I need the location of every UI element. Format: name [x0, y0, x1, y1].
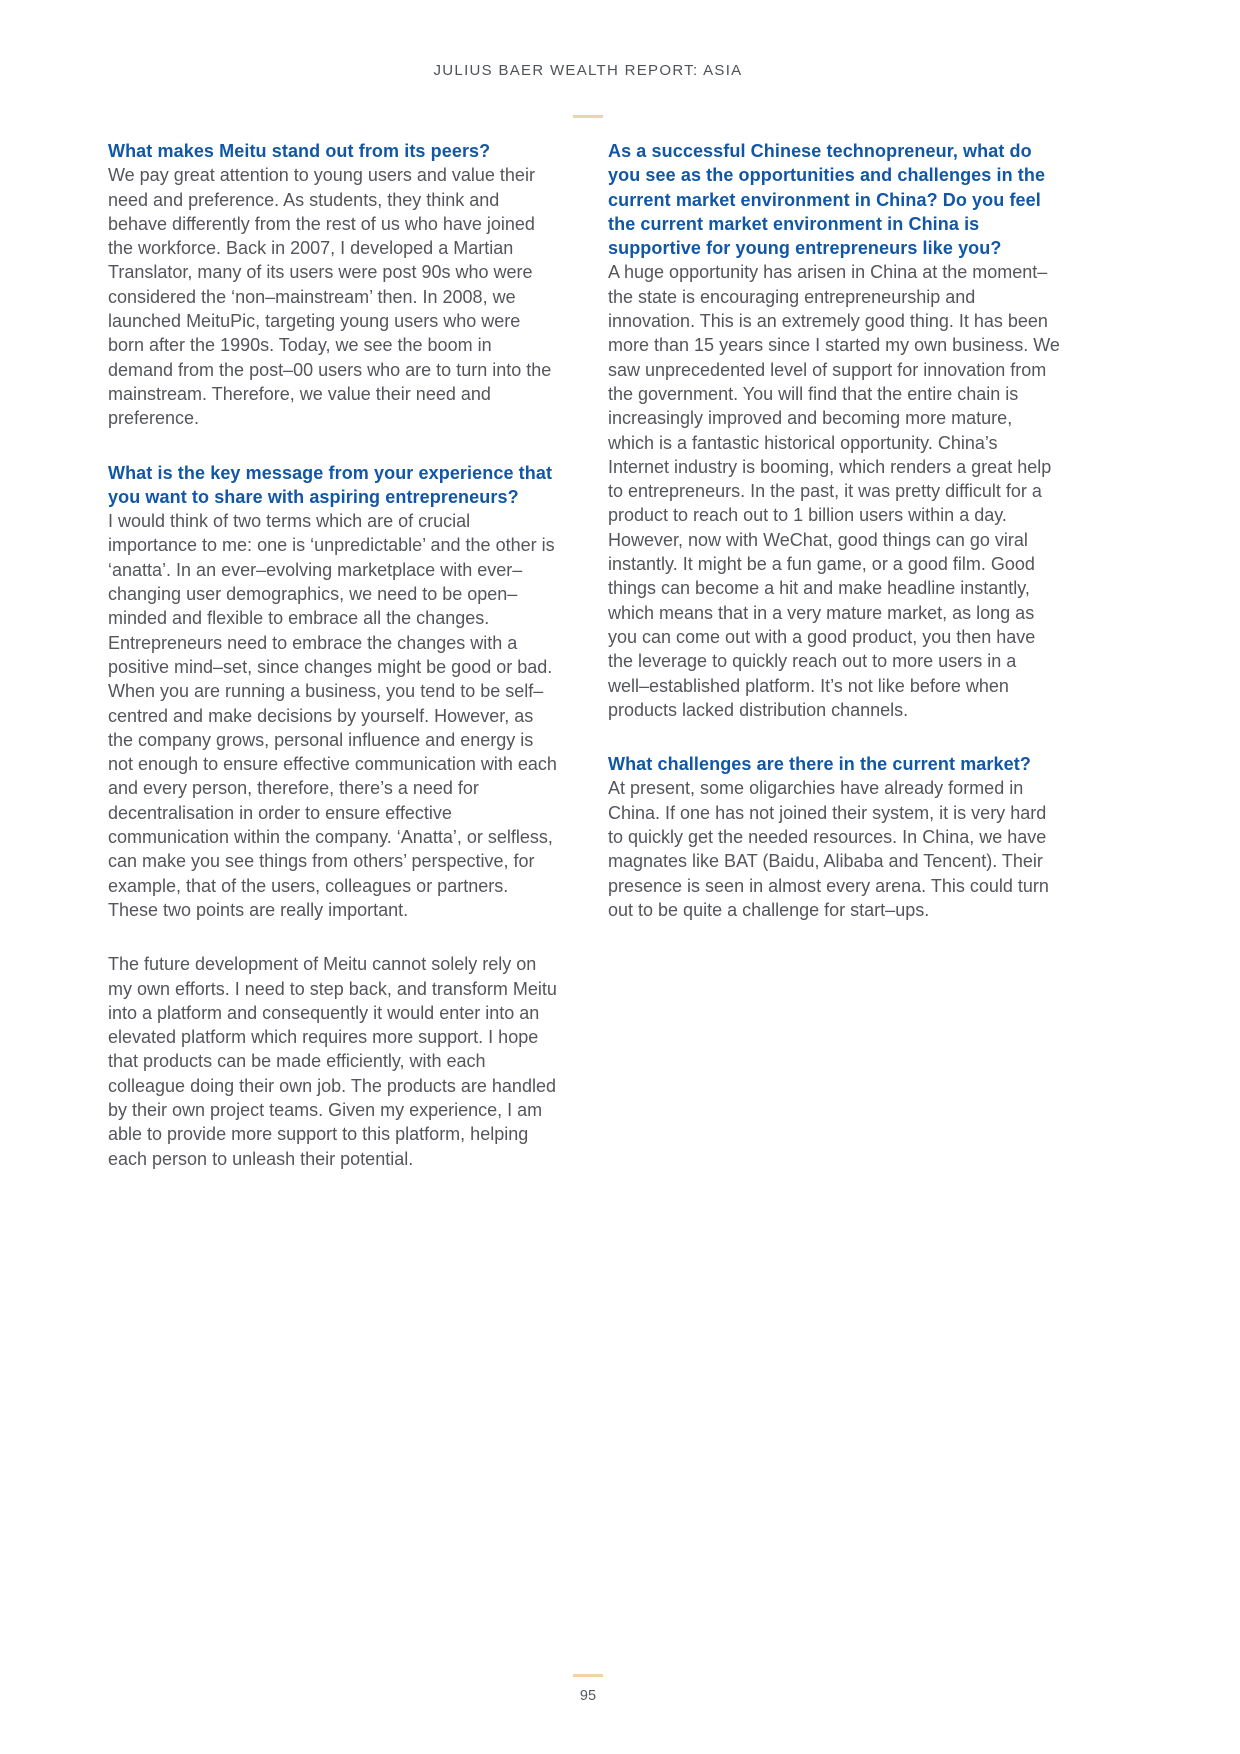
question-heading: What makes Meitu stand out from its peers?: [108, 141, 491, 161]
page-footer: [108, 1674, 1068, 1704]
answer-paragraph: A huge opportunity has arisen in China at the moment–the state is encouraging entrepreneurship and innovation. This is an extremely good thing. It has been more than 15 years since I started my own business. We saw unprecedented level of support for innovation from the government. You will find that the entire chain is increasingly improved and becoming more mature, which is a fantastic historical opportunity. China’s Internet industry is booming, which renders a great help to entrepreneurs. In the past, it was pretty difficult for a product to reach out to 1 billion users within a day. However, now with WeChat, good things can go viral instantly. It might be a fun game, or a good film. Good things can become a hit and make headline instantly, which means that in a very mature market, as long as you can come out with a good product, you then have the leverage to quickly reach out to more users in a well–established platform. It’s not like before when products lacked distribution channels.: [608, 262, 1060, 720]
two-column-body: [108, 139, 1068, 1201]
question-heading: What is the key message from your experience that you want to share with aspiring entrepreneurs?: [108, 462, 553, 507]
left-column: [108, 139, 560, 1201]
answer-paragraph: I would think of two terms which are of crucial importance to me: one is ‘unpredictable’ and the other is ‘anatta’. In an ever–evolving marketplace with ever–changing user demographics, we need to be open–minded and flexible to embrace all the changes. Entrepreneurs need to embrace the changes with a positive mind–set, since changes might be good or bad. When you are running a business, you tend to be self–centred and make decisions by yourself. However, as the company grows, personal influence and energy is not enough to ensure effective communication with each and every person, therefore, there’s a need for decentralisation in order to ensure effective communication within the company. ‘Anatta’, or selfless, can make you see things from others’ perspective, for example, that of the users, colleagues or partners. These two points are really important.: [108, 511, 557, 920]
header-divider-rule: [573, 115, 603, 118]
page-number: 95: [579, 1688, 597, 1704]
report-title: JULIUS BAER WEALTH REPORT: ASIA: [433, 62, 743, 79]
right-column: [608, 139, 1060, 1201]
question-heading: As a successful Chinese technopreneur, what do you see as the opportunities and challenges in the current market environment in China? Do you feel the current market environment in China is supportive for young entrepreneurs like you?: [608, 141, 1046, 259]
question-heading: What challenges are there in the current market?: [608, 754, 1031, 775]
answer-paragraph: The future development of Meitu cannot solely rely on my own efforts. I need to step back, and transform Meitu into a platform and consequently it would enter into an elevated platform which requires more support. I hope that products can be made efficiently, with each colleague doing their own job. The products are handled by their own project teams. Given my experience, I am able to provide more support to this platform, helping each person to unleash their potential.: [108, 954, 557, 1169]
page-content: [108, 0, 1068, 1201]
answer-paragraph: We pay great attention to young users and value their need and preference. As students, they think and behave differently from the rest of us who have joined the workforce. Back in 2007, I developed a Martian Translator, many of its users were post 90s who were considered the ‘non–mainstream’ then. In 2008, we launched MeituPic, targeting young users who were born after the 1990s. Today, we see the boom in demand from the post–00 users who are to turn into the mainstream. Therefore, we value their need and preference.: [108, 165, 552, 429]
footer-divider-rule: [573, 1674, 603, 1677]
answer-paragraph: At present, some oligarchies have already formed in China. If one has not joined their system, it is very hard to quickly get the needed resources. In China, we have magnates like BAT (Baidu, Alibaba and Tencent). Their presence is seen in almost every arena. This could turn out to be quite a challenge for start–ups.: [608, 778, 1049, 920]
page-header: [108, 0, 1068, 118]
